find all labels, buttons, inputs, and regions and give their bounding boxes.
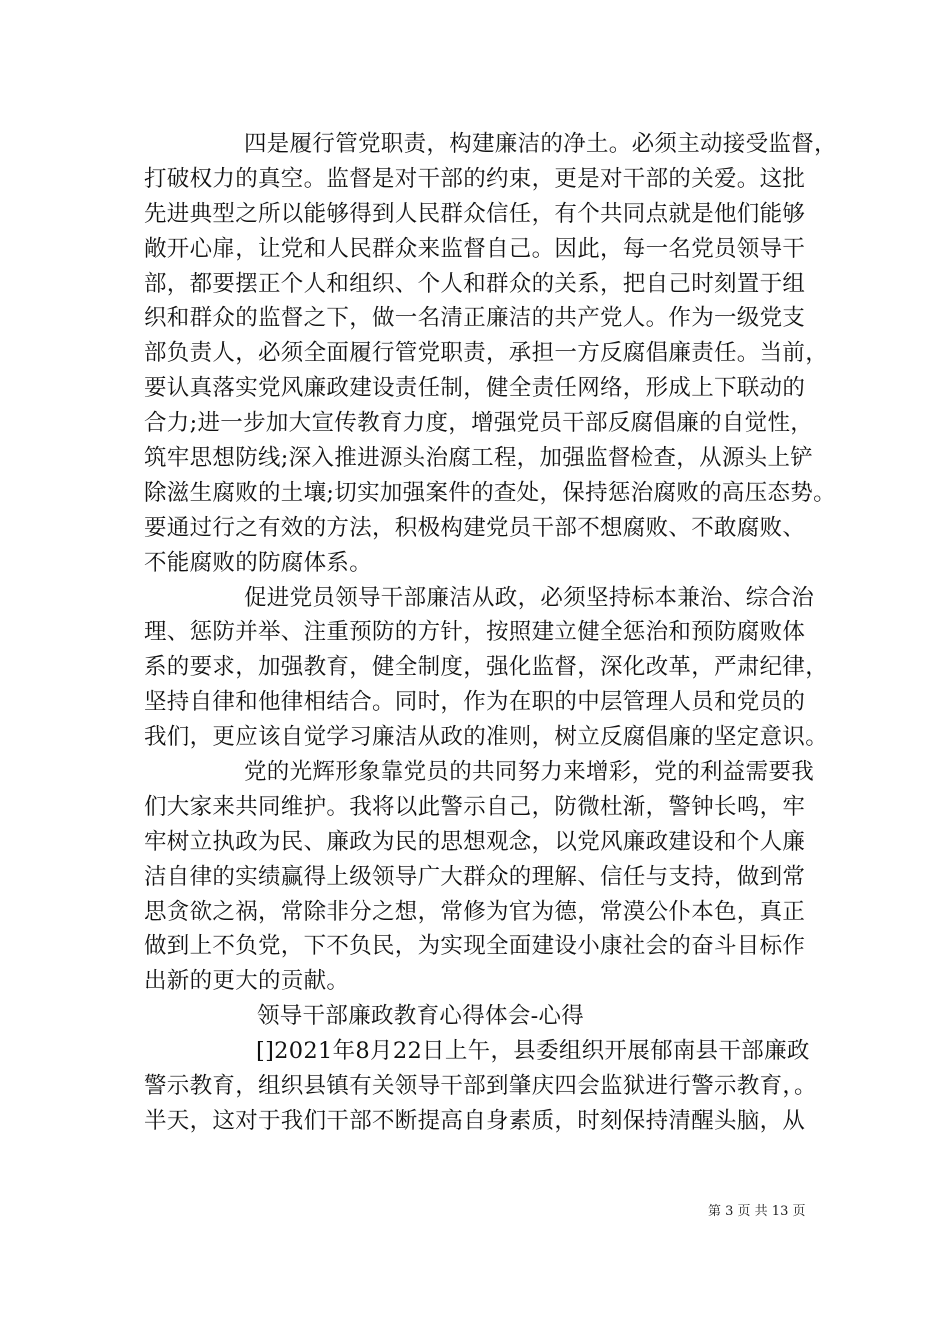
text-line: 部，都要摆正个人和组织、个人和群众的关系，把自己时刻置于组 [144, 270, 806, 297]
text-line: 出新的更大的贡献。 [144, 968, 350, 995]
paragraph-1 [144, 127, 837, 581]
text-line: 织和群众的监督之下，做一名清正廉洁的共产党人。作为一级党支 [144, 305, 806, 332]
text-line: 思贪欲之祸，常除非分之想，常修为官为德，常漠公仆本色，真正 [144, 898, 806, 925]
text-line: []2021年8月22日上午，县委组织开展郁南县干部廉政 [256, 1038, 810, 1065]
text-line: 半天，这对于我们干部不断提高自身素质，时刻保持清醒头脑，从 [144, 1107, 806, 1134]
paragraph-4 [144, 1034, 824, 1139]
text-line: 合力;进一步加大宣传教育力度，增强党员干部反腐倡廉的自觉性， [144, 410, 814, 437]
text-line: 们大家来共同维护。我将以此警示自己，防微杜渐，警钟长鸣，牢 [144, 793, 806, 820]
text-line: 系的要求，加强教育，健全制度，强化监督，深化改革，严肃纪律， [144, 654, 829, 681]
paragraph-2 [144, 581, 829, 755]
text-line: 警示教育，组织县镇有关领导干部到肇庆四会监狱进行警示教育，。 [144, 1073, 817, 1100]
text-line: 我们，更应该自觉学习廉洁从政的准则，树立反腐倡廉的坚定意识。 [144, 724, 829, 751]
text-line: 洁自律的实绩赢得上级领导广大群众的理解、信任与支持，做到常 [144, 863, 806, 890]
text-line: 坚持自律和他律相结合。同时，作为在职的中层管理人员和党员的 [144, 689, 806, 716]
text-line: 打破权力的真空。监督是对干部的约束，更是对干部的关爱。这批 [144, 165, 806, 192]
text-line: 除滋生腐败的土壤;切实加强案件的查处，保持惩治腐败的高压态势。 [144, 479, 836, 506]
text-line: 四是履行管党职责，构建廉洁的净土。必须主动接受监督， [244, 131, 837, 157]
text-line: 部负责人，必须全面履行管党职责，承担一方反腐倡廉责任。当前， [144, 340, 829, 367]
paragraph-3 [144, 755, 824, 999]
text-line: 做到上不负党，下不负民，为实现全面建设小康社会的奋斗目标作 [144, 933, 806, 960]
text-line: 党的光辉形象靠党员的共同努力来增彩，党的利益需要我 [244, 759, 815, 786]
page-number-footer: 第 3 页 共 13 页 [708, 1204, 806, 1219]
text-line: 理、惩防并举、注重预防的方针，按照建立健全惩治和预防腐败体 [144, 619, 806, 646]
text-line: 敞开心扉，让党和人民群众来监督自己。因此，每一名党员领导干 [144, 235, 806, 262]
text-line: 先进典型之所以能够得到人民群众信任，有个共同点就是他们能够 [144, 200, 806, 227]
text-line: 要通过行之有效的方法，积极构建党员干部不想腐败、不敢腐败、 [144, 514, 806, 541]
text-line: 筑牢思想防线;深入推进源头治腐工程，加强监督检查，从源头上铲 [144, 445, 814, 472]
text-line: 要认真落实党风廉政建设责任制，健全责任网络，形成上下联动的 [144, 375, 806, 402]
text-line: 牢树立执政为民、廉政为民的思想观念，以党风廉政建设和个人廉 [144, 828, 806, 855]
text-line: 不能腐败的防腐体系。 [144, 549, 373, 576]
text-line: 促进党员领导干部廉洁从政，必须坚持标本兼治、综合治 [244, 584, 815, 611]
document-body [144, 127, 837, 1139]
section-title: 领导干部廉政教育心得体会-心得 [257, 1003, 585, 1030]
